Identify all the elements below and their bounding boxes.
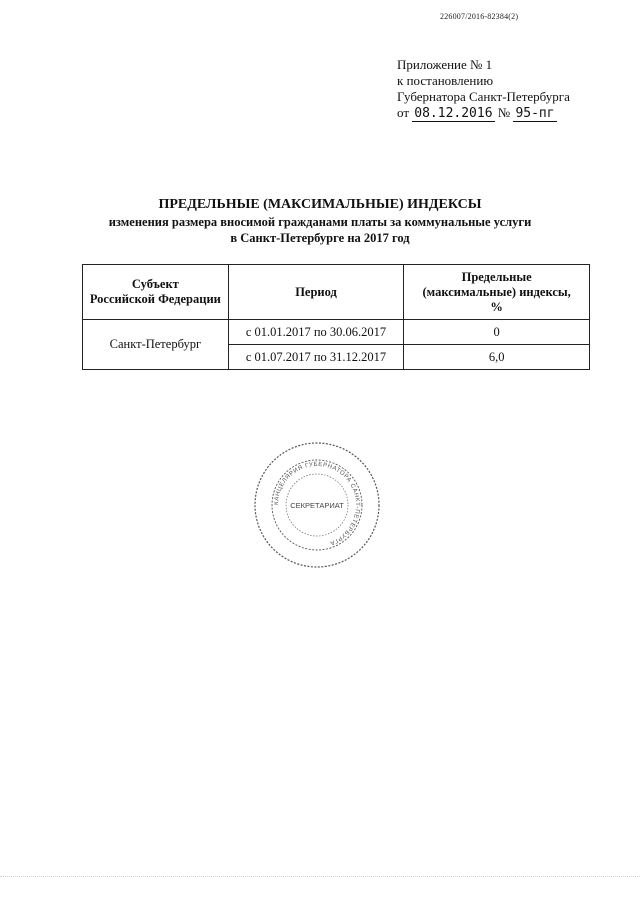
document-title (0, 196, 640, 246)
decree-number: 95-пг (515, 106, 555, 121)
official-seal-stamp (252, 440, 382, 570)
appendix-date-line (397, 105, 570, 122)
appendix-line-3: Губернатора Санкт-Петербурга (397, 89, 570, 104)
header-index-line-2: (максимальные) индексы, (422, 284, 571, 299)
subject-cell: Санкт-Петербург (83, 320, 229, 370)
document-id: 226007/2016-82384(2) (440, 12, 519, 21)
header-subject-line-2: Российской Федерации (89, 292, 221, 306)
table-header-row (83, 265, 590, 320)
title-line-3: в Санкт-Петербурге на 2017 год (230, 231, 410, 245)
header-index-line-1: Предельные (461, 269, 532, 284)
seal-graphic (252, 440, 382, 570)
header-subject-line-1: Субъект (131, 277, 179, 291)
header-index-line-3: % (490, 299, 503, 314)
period-cell: с 01.01.2017 по 30.06.2017 (228, 320, 404, 345)
decree-date: 08.12.2016 (414, 106, 493, 121)
appendix-line-1: Приложение № 1 (397, 57, 493, 72)
table-row (83, 320, 590, 345)
seal-outer-text (252, 440, 382, 443)
index-cell: 0 (404, 320, 590, 345)
scan-edge-noise (0, 876, 640, 881)
appendix-line-2: к постановлению (397, 73, 494, 88)
header-period: Период (228, 265, 404, 320)
seal-center-text: СЕКРЕТАРИАТ (290, 501, 344, 510)
header-subject (83, 265, 229, 320)
period-cell: с 01.07.2017 по 31.12.2017 (228, 345, 404, 370)
index-cell: 6,0 (404, 345, 590, 370)
appendix-header (397, 57, 570, 122)
title-line-2: изменения размера вносимой гражданами платы за коммунальные услуги (108, 215, 532, 229)
date-prefix: от (397, 105, 410, 120)
indices-table (82, 264, 590, 370)
title-line-1: ПРЕДЕЛЬНЫЕ (МАКСИМАЛЬНЫЕ) ИНДЕКСЫ (158, 197, 482, 212)
number-prefix: № (497, 105, 511, 120)
seal-inner-text: КАНЦЕЛЯРИЯ ГУБЕРНАТОРА САНКТ-ПЕТЕРБУРГА (273, 461, 361, 546)
header-index (404, 265, 590, 320)
